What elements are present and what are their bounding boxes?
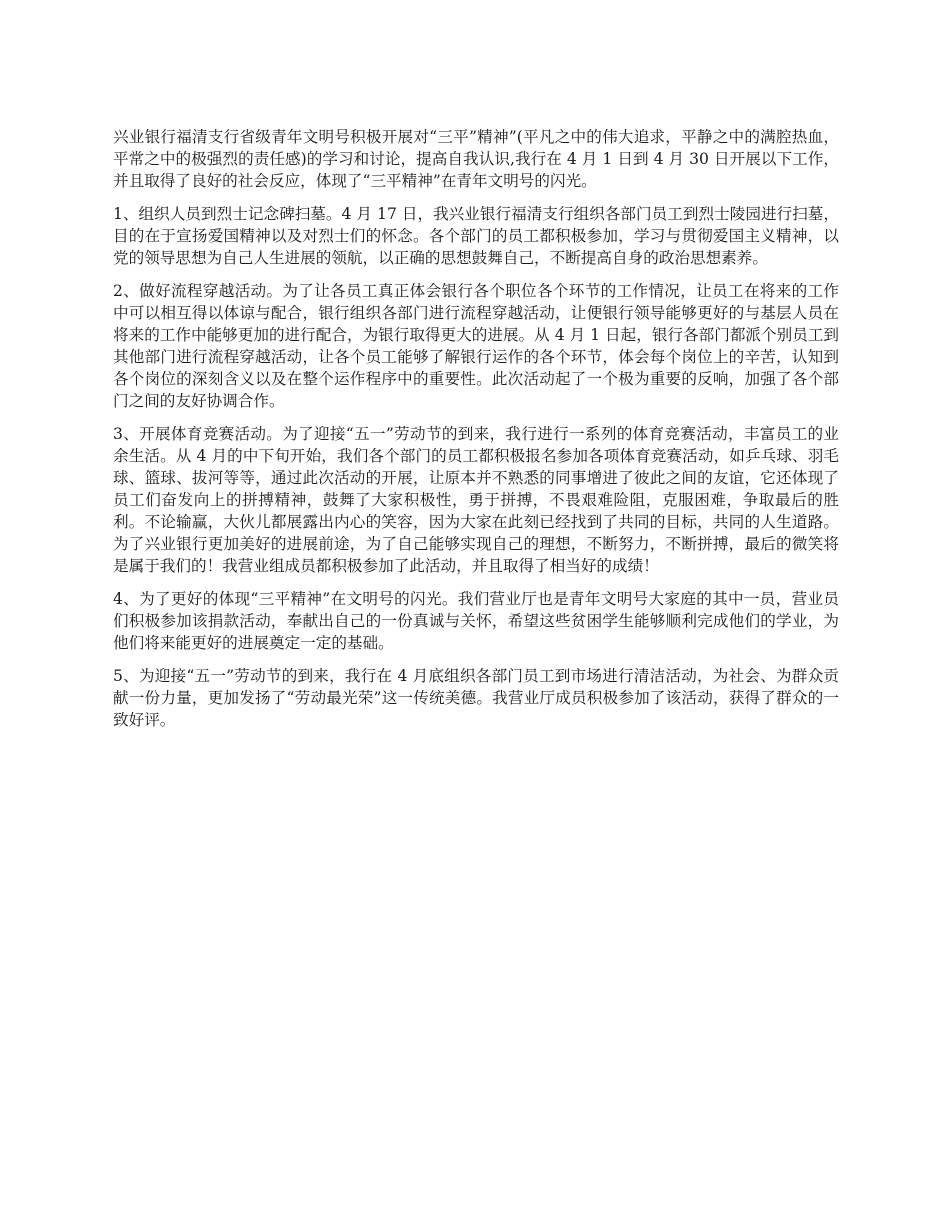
item-4-paragraph: 4、为了更好的体现“三平精神”在文明号的闪光。我们营业厅也是青年文明号大家庭的其中一员，营业员们积极参加该捐款活动，奉献出自己的一份真诚与关怀，希望这些贫困学生能够顺利完成他们的学业，为他们将来能更好的进展奠定一定的基础。 [113, 590, 839, 652]
item-1-paragraph: 1、组织人员到烈士记念碑扫墓。4 月 17 日，我兴业银行福清支行组织各部门员工到烈士陵园进行扫墓，目的在于宣扬爱国精神以及对烈士们的怀念。各个部门的员工都积极参加，学习与贯彻爱国主义精神，以党的领导思想为自己人生进展的领航，以正确的思想鼓舞自己，不断提高自身的政治思想素养。 [113, 205, 839, 267]
item-5-paragraph: 5、为迎接“五一”劳动节的到来，我行在 4 月底组织各部门员工到市场进行清洁活动，为社会、为群众贡献一份力量，更加发扬了“劳动最光荣”这一传统美德。我营业厅成员积极参加了该活动，获得了群众的一致好评。 [113, 667, 839, 729]
document-body [113, 126, 839, 742]
item-3-paragraph: 3、开展体育竞赛活动。为了迎接“五一”劳动节的到来，我行进行一系列的体育竞赛活动，丰富员工的业余生活。从 4 月的中下旬开始，我们各个部门的员工都积极报名参加各项体育竞赛活动，如乒乓球、羽毛球、篮球、拔河等等，通过此次活动的开展，让原本并不熟悉的同事增进了彼此之间的友谊，它还体现了员工们奋发向上的拼搏精神，鼓舞了大家积极性，勇于拼搏，不畏艰难险阻，克服困难，争取最后的胜利。不论输赢，大伙儿都展露出内心的笑容，因为大家在此刻已经找到了共同的目标，共同的人生道路。为了兴业银行更加美好的进展前途，为了自己能够实现自己的理想，不断努力，不断拼搏，最后的微笑将是属于我们的！我营业组成员都积极参加了此活动，并且取得了相当好的成绩！ [113, 425, 839, 575]
item-2-paragraph: 2、做好流程穿越活动。为了让各员工真正体会银行各个职位各个环节的工作情况，让员工在将来的工作中可以相互得以体谅与配合，银行组织各部门进行流程穿越活动，让便银行领导能够更好的与基层人员在将来的工作中能够更加的进行配合，为银行取得更大的进展。从 4 月 1 日起，银行各部门都派个别员工到其他部门进行流程穿越活动，让各个员工能够了解银行运作的各个环节，体会每个岗位上的辛苦，认知到各个岗位的深刻含义以及在整个运作程序中的重要性。此次活动起了一个极为重要的反响，加强了各个部门之间的友好协调合作。 [113, 282, 839, 410]
intro-paragraph: 兴业银行福清支行省级青年文明号积极开展对“三平”精神”(平凡之中的伟大追求，平静之中的满腔热血，平常之中的极强烈的责任感)的学习和讨论，提高自我认识,我行在 4 月 1 日到 4 月 30 日开展以下工作，并且取得了良好的社会反应，体现了“三平精神”在青年文明号的闪光。 [113, 128, 839, 190]
